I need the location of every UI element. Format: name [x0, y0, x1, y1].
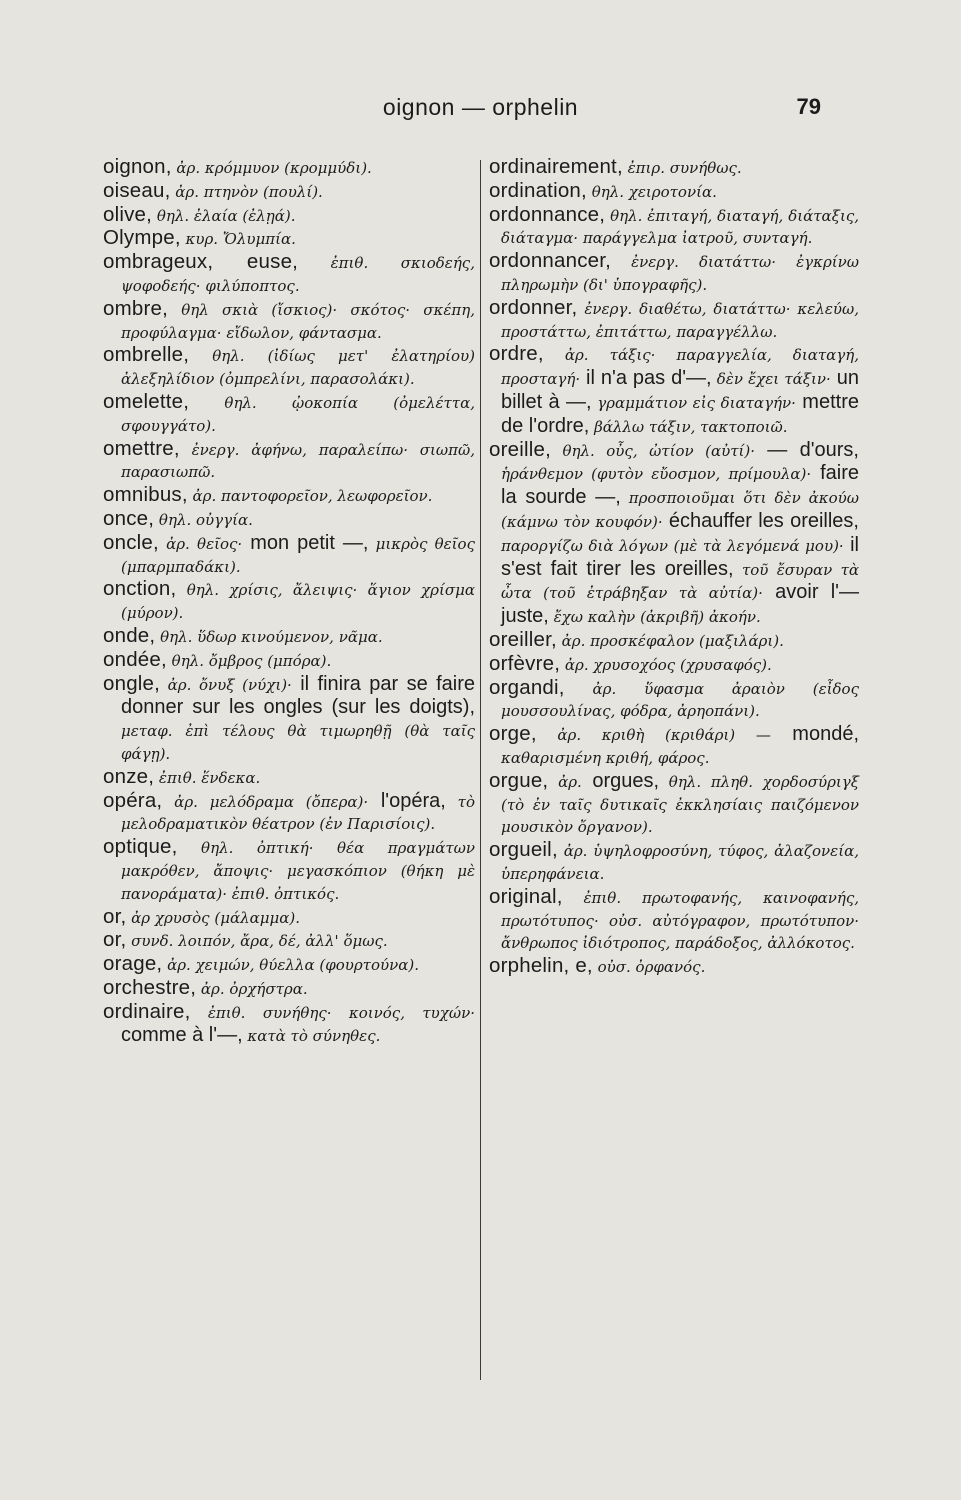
entry-definition: μικρὸς θεῖος (μπαρμπαδάκι). — [121, 534, 475, 576]
dictionary-entry — [489, 439, 859, 629]
entry-definition: τὸ μελοδραματικὸν θέατρον (ἐν Παρισίοις). — [121, 792, 475, 834]
dictionary-entry — [103, 508, 475, 532]
entry-definition: θηλ. οὐγγία. — [154, 510, 253, 529]
dictionary-entry — [489, 297, 859, 344]
entry-definition: ἀρ. χρυσοχόος (χρυσαφός). — [560, 655, 772, 674]
dictionary-entry — [489, 770, 859, 839]
dictionary-entry — [489, 653, 859, 677]
entry-headword: onze, — [103, 764, 155, 788]
entry-definition: ἀρ. κριθὴ (κριθάρι) — — [536, 726, 771, 745]
entry-definition: ἀρ. — [548, 772, 582, 791]
dictionary-entry — [103, 391, 475, 438]
dictionary-entry — [489, 156, 859, 180]
entry-definition: συνδ. λοιπόν, ἄρα, δέ, ἀλλ' ὅμως. — [126, 932, 388, 951]
entry-headword: omnibus, — [103, 483, 188, 507]
entry-french-phrase: mettre de l'ordre, — [501, 390, 859, 437]
entry-definition: ἐπιθ. σκιοδεής, ψοφοδεής· φιλύποπτος. — [121, 254, 475, 295]
dictionary-entry — [103, 180, 475, 204]
entry-definition: γραμμάτιον εἰς διαταγήν· — [591, 393, 796, 412]
entry-definition: μεταφ. ἐπὶ τέλους θὰ τιμωρηθῇ (θὰ ταῖς φάγῃ). — [121, 722, 475, 763]
entry-definition: ἀρ. κρόμμυον (κρομμύδι). — [171, 159, 372, 177]
entry-headword: once, — [103, 506, 155, 530]
dictionary-entry — [103, 578, 475, 625]
dictionary-entry — [489, 343, 859, 438]
entry-french-phrase: — d'ours, — [755, 438, 859, 461]
entry-definition: θηλ. οὖς, ὠτίον (αὐτί)· — [551, 441, 756, 460]
entry-definition: οὐσ. ὀρφανός. — [592, 958, 706, 977]
entry-definition: θηλ. ἐπιταγή, διαταγή, διάταξις, διάταγμα· παράγγελμα ἰατροῦ, συνταγή. — [501, 206, 859, 248]
running-head: oignon — orphelin — [382, 94, 579, 120]
dictionary-entry — [489, 629, 859, 653]
dictionary-entry — [489, 250, 859, 297]
dictionary-entry — [103, 766, 475, 790]
entry-headword: orgueil, — [489, 838, 558, 862]
entry-definition: ἀρ. ὀρχήστρα. — [196, 979, 308, 998]
entry-french-phrase: il s'est fait tirer les oreilles, — [501, 533, 860, 580]
dictionary-entry — [489, 723, 859, 770]
entry-french-phrase: mon petit —, — [242, 531, 369, 554]
entry-definition: θηλ. (ἰδίως μετ' ἐλατηρίου) ἀλεξηλίδιον (ὀμπρελίνι, παρασολάκι). — [121, 347, 475, 389]
dictionary-entry — [103, 790, 475, 837]
dictionary-entry — [103, 484, 475, 508]
right-column — [489, 156, 859, 979]
entry-definition: ἀρ. θεῖος· — [158, 534, 243, 553]
entry-french-phrase: il finira par se faire donner sur les ongles (sur les doigts), — [121, 672, 475, 719]
entry-headword: ordre, — [489, 342, 544, 366]
column-divider — [480, 160, 481, 1380]
entry-definition: ἐπιρ. συνήθως. — [622, 159, 742, 177]
entry-headword: opéra, — [103, 788, 163, 812]
entry-headword: ombrageux, euse, — [103, 250, 299, 274]
entry-definition: ἀρ. χειμών, θύελλα (φουρτούνα). — [162, 956, 419, 975]
dictionary-entry — [489, 886, 859, 955]
entry-headword: orge, — [489, 722, 537, 746]
entry-definition: ἐνεργ. ἀφήνω, παραλείπω· σιωπῶ, παρασιωπῶ. — [121, 440, 475, 482]
entry-definition: ἡράνθεμον (φυτὸν εὔοσμον, πρίμουλα)· — [501, 465, 812, 484]
entry-definition: θηλ. ᾠοκοπία (ὀμελέττα, σφουγγάτο). — [121, 393, 475, 435]
entry-definition: ἀρ. παντοφορεῖον, λεωφορεῖον. — [187, 487, 433, 506]
entry-definition: ἀρ. τάξις· παραγγελία, διαταγή, προσταγή· — [501, 346, 859, 389]
entry-definition: θηλ σκιὰ (ἴσκιος)· σκότος· σκέπη, προφύλαγμα· εἴδωλον, φάντασμα. — [121, 300, 475, 342]
entry-definition: προσποιοῦμαι ὅτι δὲν ἀκούω (κάμνω τὸν κουφόν)· — [501, 489, 859, 531]
entry-french-phrase: comme à l'—, — [121, 1024, 243, 1047]
dictionary-entry — [103, 532, 475, 579]
entry-headword: omelette, — [103, 389, 190, 413]
entry-definition: θηλ. χρίσις, ἄλειψις· ἅγιον χρίσμα (μύρον). — [121, 581, 475, 623]
entry-definition: ἀρ. ὕφασμα ἀραιὸν (εἶδος μουσσουλίνας, φόδρα, ἀρηοπάνι). — [501, 679, 859, 721]
entry-definition: δὲν ἔχει τάξιν· — [711, 370, 831, 389]
entry-headword: original, — [489, 884, 563, 908]
entry-headword: ondée, — [103, 647, 167, 671]
entry-definition: ἐπιθ. συνήθης· κοινός, τυχών· — [190, 1003, 475, 1022]
dictionary-entry — [103, 344, 475, 391]
entry-definition: ἀρ. προσκέφαλον (μαξιλάρι). — [556, 631, 784, 650]
entry-headword: orgue, — [489, 768, 549, 792]
entry-definition: βάλλω τάξιν, τακτοποιῶ. — [589, 417, 788, 436]
dictionary-entry — [103, 929, 475, 953]
entry-headword: oignon, — [103, 155, 172, 178]
entry-headword: ordinairement, — [489, 155, 623, 178]
entry-definition: θηλ. χειροτονία. — [586, 182, 717, 201]
entry-headword: or, — [103, 904, 127, 928]
entry-headword: ongle, — [103, 671, 161, 695]
entry-headword: ordonner, — [489, 295, 578, 319]
entry-headword: orage, — [103, 952, 163, 976]
entry-headword: orphelin, e, — [489, 954, 593, 978]
entry-definition: θηλ. ὕδωρ κινούμενον, νᾶμα. — [155, 627, 383, 646]
entry-headword: onde, — [103, 623, 156, 647]
entry-headword: organdi, — [489, 675, 565, 699]
entry-headword: ombre, — [103, 296, 169, 320]
dictionary-entry — [103, 438, 475, 485]
entry-headword: ordinaire, — [103, 999, 191, 1023]
dictionary-entry — [103, 953, 475, 977]
dictionary-entry — [489, 839, 859, 886]
entry-definition: κατὰ τὸ σύνηθες. — [242, 1027, 381, 1046]
entry-definition: ἀρ. ὑψηλοφροσύνη, τύφος, ἀλαζονεία, ὑπερηφάνεια. — [501, 842, 859, 883]
dictionary-entry — [489, 204, 859, 251]
entry-definition: καθαρισμένη κριθή, φάρος. — [501, 748, 710, 767]
entry-definition: ἔχω καλὴν (ἀκριβῆ) ἀκοήν. — [548, 608, 761, 627]
entry-headword: onction, — [103, 577, 177, 601]
dictionary-entry — [103, 204, 475, 228]
entry-french-phrase: un billet à —, — [501, 367, 859, 413]
entry-definition: ἀρ. ὄνυξ (νύχι)· — [160, 675, 292, 694]
entry-definition: ἀρ. μελόδραμα (ὄπερα)· — [162, 792, 369, 811]
entry-french-phrase: il n'a pas d'—, — [580, 367, 712, 390]
entry-definition: ἀρ. πτηνὸν (πουλί). — [170, 182, 323, 201]
entry-definition: ἐπιθ. ἕνδεκα. — [154, 768, 261, 787]
entry-headword: olive, — [103, 202, 153, 226]
entry-headword: oreiller, — [489, 627, 557, 651]
entry-french-phrase: orgues, — [581, 769, 660, 792]
entry-headword: oiseau, — [103, 178, 171, 202]
dictionary-entry — [489, 180, 859, 204]
left-column — [103, 156, 475, 1048]
dictionary-entry — [103, 673, 475, 766]
entry-definition: θηλ. ὀπτική· θέα πραγμάτων μακρόθεν, ἄποψις· μεγασκόπιον (θήκη μὲ πανοράματα)· ἐπιθ. ὀπτικός. — [121, 839, 475, 903]
entry-headword: oreille, — [489, 437, 551, 461]
entry-definition: ἐνεργ. διατάττω· ἐγκρίνω πληρωμὴν (δι' ὑπογραφῆς). — [501, 253, 859, 294]
page-header — [0, 94, 961, 134]
entry-definition: θηλ. ὄμβρος (μπόρα). — [166, 651, 332, 670]
dictionary-entry — [103, 298, 475, 345]
dictionary-entry — [103, 977, 475, 1001]
entry-definition: κυρ. Ὄλυμπία. — [180, 230, 296, 249]
entry-headword: or, — [103, 928, 127, 952]
entry-definition: ἐνεργ. διαθέτω, διατάττω· κελεύω, προστάττω, ἐπιτάττω, παραγγέλλω. — [501, 299, 859, 341]
entry-french-phrase: échauffer les oreilles, — [662, 509, 859, 532]
dictionary-entry — [489, 955, 859, 979]
entry-headword: optique, — [103, 835, 178, 859]
entry-headword: orchestre, — [103, 975, 197, 999]
entry-definition: ἀρ χρυσὸς (μάλαμμα). — [126, 908, 300, 927]
entry-definition: θηλ. ἐλαία (ἐλῃά). — [152, 206, 296, 225]
entry-definition: τοῦ ἔσυραν τὰ ὦτα (τοῦ ἐτράβηξαν τὰ αὐτία)· — [501, 560, 859, 603]
dictionary-entry — [103, 227, 475, 251]
entry-definition: θηλ. πληθ. χορδοσύριγξ (τὸ ἐν ταῖς δυτικαῖς ἐκκλησίαις παιζόμενον μουσικὸν ὄργανον). — [501, 772, 860, 837]
entry-headword: ombrelle, — [103, 343, 190, 367]
entry-headword: ordonnance, — [489, 202, 606, 226]
entry-french-phrase: l'opéra, — [368, 789, 446, 812]
entry-headword: Olympe, — [103, 226, 181, 250]
dictionary-entry — [103, 906, 475, 930]
entry-headword: omettre, — [103, 436, 180, 460]
entry-french-phrase: mondé, — [770, 723, 860, 746]
entry-headword: ordonnancer, — [489, 249, 612, 273]
dictionary-entry — [103, 649, 475, 673]
dictionary-entry — [103, 625, 475, 649]
dictionary-entry — [103, 836, 475, 905]
entry-definition: ἐπιθ. πρωτοφανής, καινοφανής, πρωτότυπος· οὐσ. αὐτόγραφον, πρωτότυπον· ἄνθρωπος ἰδιότροπος, παράδοξος, ἀλλόκοτος. — [501, 888, 859, 953]
dictionary-entry — [103, 251, 475, 298]
dictionary-entry — [103, 156, 475, 180]
page-number: 79 — [796, 94, 821, 119]
dictionary-entry — [489, 677, 859, 724]
entry-headword: ordination, — [489, 178, 587, 202]
entry-french-phrase: avoir l'— juste, — [501, 581, 859, 628]
dictionary-entry — [103, 1001, 475, 1049]
entry-headword: orfèvre, — [489, 651, 561, 675]
entry-headword: oncle, — [103, 530, 159, 554]
entry-definition: παροργίζω διὰ λόγων (μὲ τὰ λεγόμενά μου)· — [501, 536, 844, 555]
entry-french-phrase: faire la sourde —, — [501, 462, 859, 509]
